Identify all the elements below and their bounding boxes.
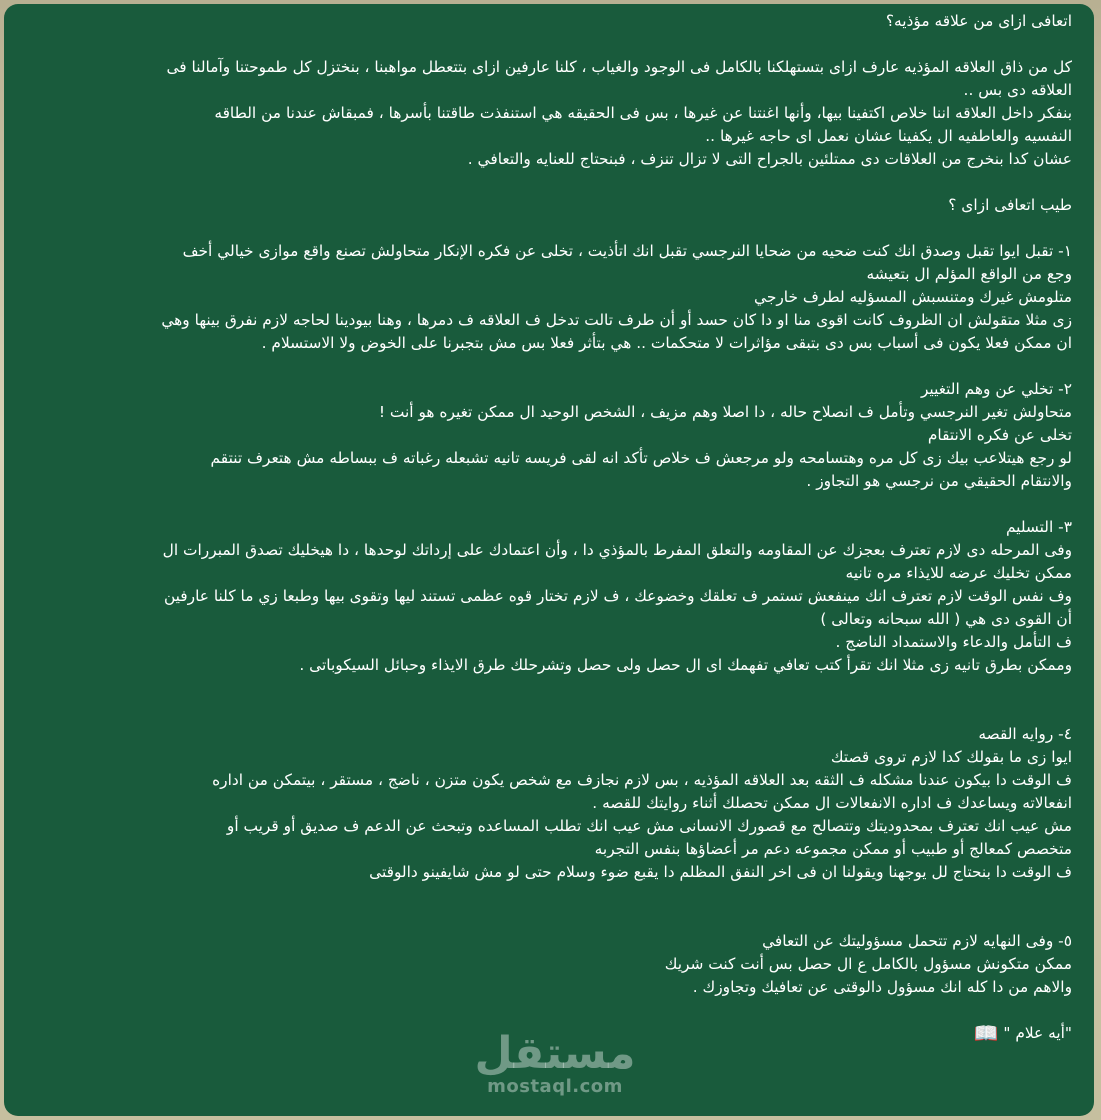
step-4-line: ف الوقت دا بنحتاج لل يوجهنا ويقولنا ان فى اخر النفق المظلم دا يقبع ضوء وسلام حتى لو مش شايفينو دالوقتى: [369, 863, 1072, 881]
author-name: "أيه علام ": [1003, 1024, 1072, 1042]
watermark-arabic: مستقل: [474, 1028, 636, 1079]
step-5-heading: ٥- وفى النهايه لازم تتحمل مسؤوليتك عن التعافي: [762, 932, 1072, 950]
step-2-paragraph: [24, 378, 1072, 493]
intro-line: النفسيه والعاطفيه ال يكفينا عشان نعمل اى حاجه غيرها ..: [705, 127, 1072, 145]
intro-paragraph: [24, 56, 1072, 171]
step-3-line: وممكن بطرق تانيه زى مثلا انك تقرأ كتب تعافي تفهمك اى ال حصل ولى حصل وتشرحلك طرق الايذاء وحبائل السيكوباتى .: [299, 656, 1072, 674]
intro-line: كل من ذاق العلاقه المؤذيه عارف ازاى بتستهلكنا بالكامل فى الوجود والغياب ، كلنا عارفين ازاى بتتعطل مواهبنا ، بنختزل كل طموحتنا وآمالنا فى: [166, 58, 1072, 76]
step-4-paragraph: [24, 723, 1072, 884]
step-4-line: ايوا زى ما بقولك كدا لازم تروى قصتك: [830, 748, 1072, 766]
step-3-line: أن القوى دى هي ( الله سبحانه وتعالى ): [820, 610, 1072, 628]
step-4-line: متخصص كمعالج أو طبيب أو ممكن مجموعه دعم مر أعضاؤها بنفس التجربه: [594, 840, 1072, 858]
step-5-line: ممكن متكونش مسؤول بالكامل ع ال حصل بس أنت كنت شريك: [664, 955, 1072, 973]
intro-line: العلاقه دى بس ..: [963, 81, 1072, 99]
step-2-line: متحاولش تغير النرجسي وتأمل ف انصلاح حاله ، دا اصلا وهم مزيف ، الشخص الوحيد ال ممكن تغيره هو أنت !: [378, 403, 1072, 421]
watermark-latin: mostaql.com: [487, 1076, 623, 1097]
open-book-icon: 📖: [973, 1021, 999, 1045]
section-question: طيب اتعافى ازاى ؟: [948, 196, 1072, 214]
step-5-paragraph: [24, 930, 1072, 999]
step-3-paragraph: [24, 516, 1072, 677]
step-1-line: متلومش غيرك ومتنسبش المسؤليه لطرف خارجي: [754, 288, 1072, 306]
step-2-line: تخلى عن فكره الانتقام: [927, 426, 1072, 444]
step-5-line: والاهم من دا كله انك مسؤول دالوقتى عن تعافيك وتجاوزك .: [692, 978, 1072, 996]
step-2-line: لو رجع هيتلاعب بيك زى كل مره وهتسامحه ولو مرجعش ف خلاص تأكد انه لقى فريسه تانيه تشبعله رغباته ف ببساطه مش هتعرف تنتقم: [210, 449, 1072, 467]
step-2-heading: ٢- تخلي عن وهم التغيير: [920, 380, 1072, 398]
step-1-line: وجع من الواقع المؤلم ال بتعيشه: [866, 265, 1072, 283]
intro-line: عشان كدا بنخرج من العلاقات دى ممتلئين بالجراح التى لا تزال تنزف ، فبنحتاج للعنايه والتعافي .: [467, 150, 1072, 168]
post-title: اتعافى ازاى من علاقه مؤذيه؟: [885, 12, 1072, 30]
step-4-line: مش عيب انك تعترف بمحدوديتك وتتصالح مع قصورك الانسانى مش عيب انك تطلب المساعده وتبحث عن الدعم ف صديق أو قريب أو: [226, 817, 1072, 835]
step-1-paragraph: [24, 240, 1072, 355]
step-2-line: والانتقام الحقيقي من نرجسي هو التجاوز .: [806, 472, 1072, 490]
step-1-line: ١- تقبل ايوا تقبل وصدق انك كنت ضحيه من ضحايا النرجسي تقبل انك اتأذيت ، تخلى عن فكره الإنكار متحاولش تصنع واقع موازى خيالي أخف: [182, 242, 1072, 260]
step-3-line: وف نفس الوقت لازم تعترف انك مينفعش تستمر ف تعلقك وخضوعك ، ف لازم تختار قوه عظمى تستند ليها وتقوى بيها وطبعا زي ما كلنا عارفين: [163, 587, 1072, 605]
step-4-heading: ٤- روايه القصه: [978, 725, 1072, 743]
step-3-line: ف التأمل والدعاء والاستمداد الناضج .: [835, 633, 1072, 651]
post-card: [4, 4, 1094, 1116]
step-1-line: زى مثلا متقولش ان الظروف كانت اقوى منا او دا كان حسد أو أن طرف تالت تدخل ف العلاقه ف دمرها ، وهنا بيودينا لحاجه لازم نفرق بينها وهي: [161, 311, 1072, 329]
step-3-heading: ٣- التسليم: [1005, 518, 1072, 536]
mostaql-watermark: [470, 1028, 640, 1098]
step-1-line: ان ممكن فعلا يكون فى أسباب بس دى بتبقى مؤاثرات لا متحكمات .. هي بتأثر فعلا بس مش بتجبرنا على الخوض ولا الاستسلام .: [261, 334, 1072, 352]
intro-line: بنفكر داخل العلاقه اننا خلاص اكتفينا بيها، وأنها اغنتنا عن غيرها ، بس فى الحقيقه هي استنفذت طاقتنا بأسرها ، فمبقاش عندنا من الطاقه: [214, 104, 1072, 122]
step-4-line: انفعالاته ويساعدك ف اداره الانفعالات ال ممكن تحصلك أثناء روايتك للقصه .: [592, 794, 1072, 812]
step-4-line: ف الوقت دا بيكون عندنا مشكله ف الثقه بعد العلاقه المؤذيه ، بس لازم نجازف مع شخص يكون متزن ، ناضج ، مستقر ، بيتمكن من اداره: [212, 771, 1072, 789]
step-3-line: وفى المرحله دى لازم تعترف بعجزك عن المقاومه والتعلق المفرط بالمؤذي دا ، وأن اعتمادك على إرداتك لوحدها ، دا هيخليك تصدق المبررات ال: [162, 541, 1072, 559]
step-3-line: ممكن تخليك عرضه للايذاء مره تانيه: [845, 564, 1072, 582]
